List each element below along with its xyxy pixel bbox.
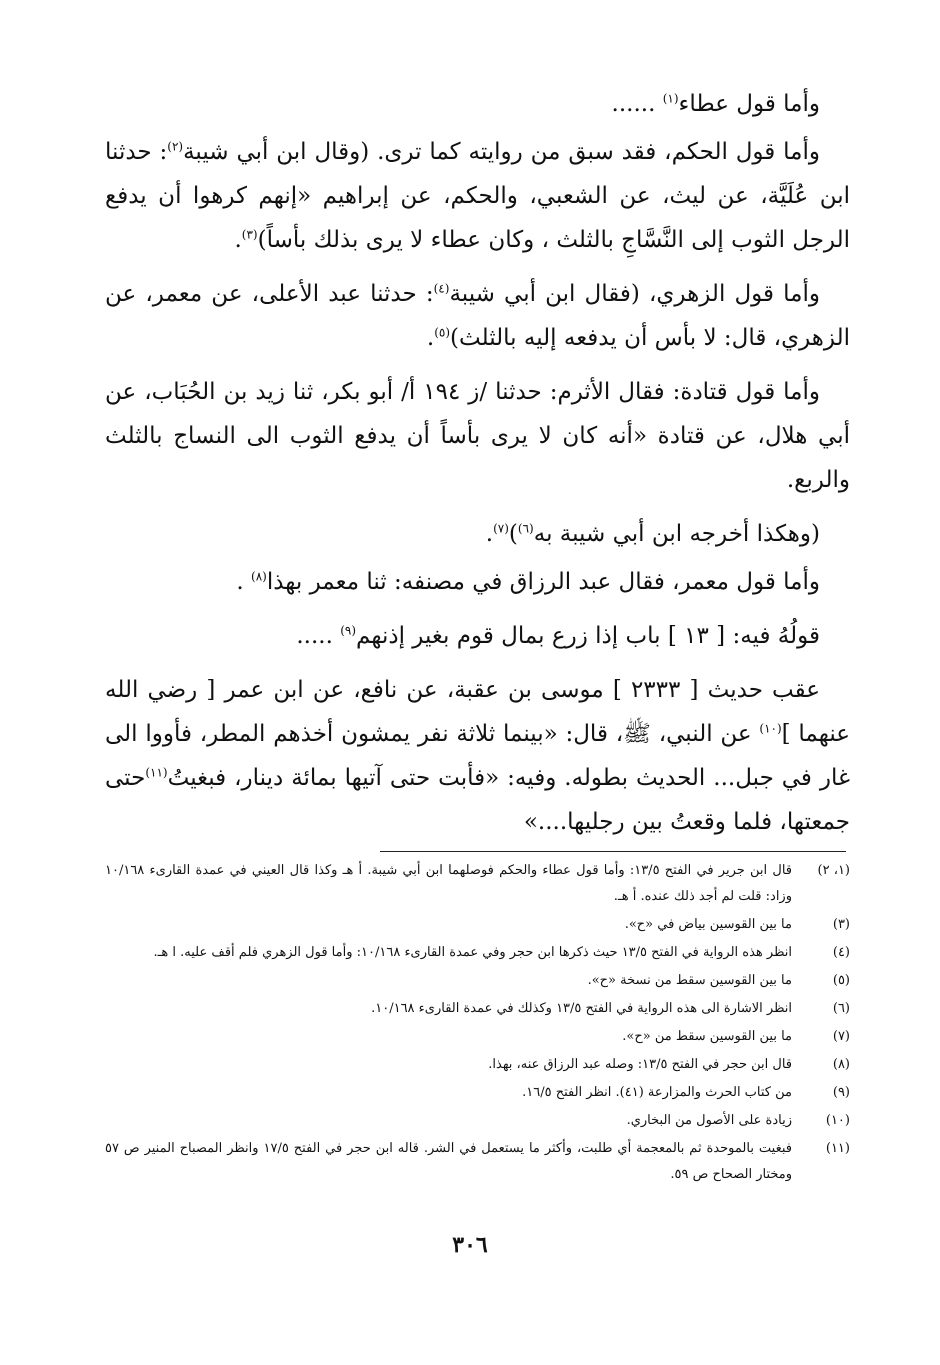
footnote-item: [105, 996, 850, 1022]
footnote-ref: (٦): [517, 521, 534, 536]
footnote-number: (٣): [832, 917, 850, 932]
text-run: عن النبي، ﷺ، قال: «بينما ثلاثة نفر يمشون أخذهم المطر، فأووا الى غار في جبل... الحديث بطوله. وفيه: «فأبت حتى آتيها بمائة دينار، فبغيتُ: [105, 721, 850, 791]
text-run: حتى جمعتها، فلما وقعتُ بين رجليها....»: [105, 765, 850, 835]
footnote-separator: [380, 851, 846, 852]
footnote-number: (١، ٢): [817, 863, 850, 878]
text-run: .....: [296, 623, 341, 649]
footnote-number: (١١): [825, 1141, 850, 1156]
text-run: : حدثنا ابن عُلَيَّة، عن ليث، عن الشعبي، والحكم، عن إبراهيم «إنهم كرهوا أن يدفع الرجل الثوب إلى النَّسَّاجِ بالثلث ، وكان عطاء لا يرى بذلك بأساً): [105, 139, 850, 253]
paragraph-mamar: [105, 560, 850, 604]
footnote-item: [105, 1108, 850, 1134]
footnote-number: (٧): [832, 1029, 850, 1044]
text-run: قولُهُ فيه: [ ١٣ ] باب إذا زرع بمال قوم بغير إذنهم: [356, 623, 820, 649]
footnote-ref: (٧): [493, 521, 509, 536]
paragraph-ibn-abi-shayba: [105, 512, 850, 556]
footnote-number: (٨): [832, 1057, 850, 1072]
footnote-ref: (٤): [433, 281, 450, 296]
footnote-text: انظر الاشارة الى هذه الرواية في الفتح ١٣/٥ وكذلك في عمدة القارىء ١٠/١٦٨.: [371, 1001, 792, 1016]
text-run: وأما قول عطاء: [678, 91, 820, 117]
footnote-number: (٤): [832, 945, 850, 960]
paragraph-zuhri: [105, 272, 850, 360]
text-run: وأما قول قتادة: فقال الأثرم: حدثنا /ز ١٩٤ أ/ أبو بكر، ثنا زيد بن الحُبَاب، عن أبي هلال، عن قتادة «أنه كان لا يرى بأساً أن يدفع الثوب الى النساج بالثلث والربع.: [105, 379, 850, 493]
footnote-ref: (٣): [241, 227, 258, 242]
text-run: (وهكذا أخرجه ابن أبي شيبة به: [533, 521, 820, 547]
text-run: ): [508, 521, 518, 547]
paragraph-bab-13: [105, 614, 850, 658]
footnote-text: قال ابن جرير في الفتح ١٣/٥: وأما قول عطاء والحكم فوصلهما ابن أبي شيبة. أ هـ وكذا قال العيني في عمدة القارىء ١٠/١٦٨ وزاد: قلت لم أجد ذلك عنده. أ هـ.: [105, 863, 792, 904]
paragraph-qatada: [105, 370, 850, 502]
text-run: وأما قول الزهري، (فقال ابن أبي شيبة: [449, 281, 820, 307]
footnote-ref: (١١): [145, 765, 168, 780]
paragraph-ata: [105, 82, 850, 126]
footnote-text: انظر هذه الرواية في الفتح ١٣/٥ حيث ذكرها ابن حجر وفي عمدة القارىء ١٠/١٦٨: وأما قول الزهري فلم أقف عليه. ا هـ.: [153, 945, 792, 960]
footnote-number: (٩): [832, 1085, 850, 1100]
footnote-ref: (٨): [251, 569, 267, 584]
text-run: .: [485, 521, 494, 547]
footnote-text: فبغيت بالموحدة ثم بالمعجمة أي طلبت، وأكثر ما يستعمل في الشر. قاله ابن حجر في الفتح ١٧/٥ وانظر المصباح المنير ص ٥٧ ومختار الصحاح ص ٥٩.: [105, 1141, 792, 1182]
footnote-ref: (٩): [340, 623, 357, 638]
text-run: وأما قول الحكم، فقد سبق من روايته كما ترى. (وقال ابن أبي شيبة: [183, 139, 820, 165]
footnote-item: [105, 858, 850, 910]
footnote-item: [105, 1024, 850, 1050]
footnote-number: (١٠): [825, 1113, 850, 1128]
text-run: ......: [611, 91, 663, 117]
footnotes: [105, 858, 850, 1190]
page-number: ٣٠٦: [452, 1232, 488, 1258]
paragraph-hakam: [105, 130, 850, 262]
footnote-number: (٥): [832, 973, 850, 988]
text-run: .: [236, 569, 251, 595]
footnote-ref: (١): [662, 91, 679, 106]
main-text: [105, 82, 850, 854]
text-run: .: [426, 325, 435, 351]
footnote-item: [105, 968, 850, 994]
footnote-text: ما بين القوسين بياض في «ح».: [624, 917, 792, 932]
footnote-ref: (٥): [434, 325, 451, 340]
text-run: .: [234, 227, 242, 253]
text-run: : حدثنا عبد الأعلى، عن معمر، عن الزهري، قال: لا بأس أن يدفعه إليه بالثلث): [105, 281, 850, 351]
footnote-text: ما بين القوسين سقط من نسخة «ح».: [587, 973, 792, 988]
footnote-item: [105, 1080, 850, 1106]
paragraph-hadith-2333: [105, 668, 850, 844]
footnote-text: زيادة على الأصول من البخاري.: [626, 1113, 792, 1128]
footnote-item: [105, 912, 850, 938]
text-run: وأما قول معمر، فقال عبد الرزاق في مصنفه: ثنا معمر بهذا: [266, 569, 820, 595]
footnote-text: قال ابن حجر في الفتح ١٣/٥: وصله عبد الرزاق عنه، بهذا.: [488, 1057, 792, 1072]
footnote-ref: (٢): [167, 139, 184, 154]
footnote-ref: (١٠): [759, 721, 782, 736]
footnote-text: ما بين القوسين سقط من «ح».: [622, 1029, 792, 1044]
footnote-item: [105, 1136, 850, 1188]
footnote-item: [105, 940, 850, 966]
footnote-item: [105, 1052, 850, 1078]
text-run: عقب حديث [ ٢٣٣٣ ] موسى بن عقبة، عن نافع، عن ابن عمر [ رضي الله عنهما ]: [105, 677, 850, 747]
footnote-number: (٦): [832, 1001, 850, 1016]
footnote-text: من كتاب الحرث والمزارعة (٤١). انظر الفتح ١٦/٥.: [522, 1085, 792, 1100]
